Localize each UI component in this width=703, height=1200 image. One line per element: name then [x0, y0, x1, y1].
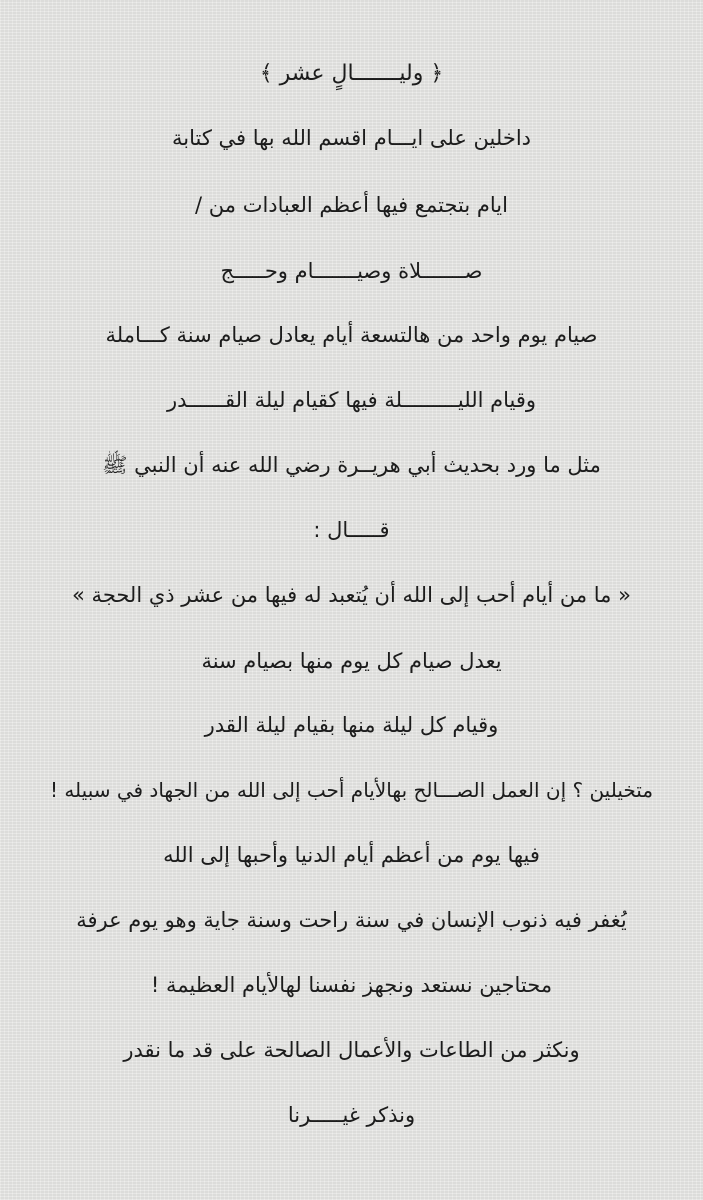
text-line-11: متخيلين ؟ إن العمل الصـــالح بهالأيام أحب إلى الله من الجهاد في سبيله !: [49, 778, 654, 802]
text-line-14: محتاجين نستعد ونجهز نفسنا لهالأيام العظيمة !: [150, 973, 553, 997]
text-line-7: قـــــال :: [313, 518, 390, 542]
text-line-6: مثل ما ورد بحديث أبي هريــرة رضي الله عنه أن النبي ﷺ: [102, 453, 601, 477]
text-line-13: يُغفر فيه ذنوب الإنسان في سنة راحت وسنة جاية وهو يوم عرفة: [76, 908, 627, 932]
text-line-1: داخلين على ايـــام اقسم الله بها في كتابة: [171, 126, 532, 150]
text-line-15: ونكثر من الطاعات والأعمال الصالحة على قد ما نقدر: [123, 1038, 580, 1062]
page-title: ﴿ وليـــــــالٍ عشر ﴾: [259, 61, 444, 86]
text-line-4: صيام يوم واحد من هالتسعة أيام يعادل صيام سنة كـــاملة: [105, 323, 598, 347]
text-line-3: صـــــــلاة وصيـــــــام وحـــــج: [220, 259, 483, 283]
text-line-16: ونذكر غيـــــرنا: [287, 1103, 416, 1127]
text-line-5: وقيام الليـــــــــلة فيها كقيام ليلة القــــــدر: [166, 388, 537, 412]
text-line-12: فيها يوم من أعظم أيام الدنيا وأحبها إلى الله: [163, 843, 540, 867]
text-line-10: وقيام كل ليلة منها بقيام ليلة القدر: [204, 713, 499, 737]
text-line-2: ايام بتجتمع فيها أعظم العبادات من /: [195, 193, 508, 217]
text-line-9: يعدل صيام كل يوم منها بصيام سنة: [201, 649, 502, 673]
hadith-quote: « ما من أيام أحب إلى الله أن يُتعبد له فيها من عشر ذي الحجة »: [72, 583, 631, 607]
